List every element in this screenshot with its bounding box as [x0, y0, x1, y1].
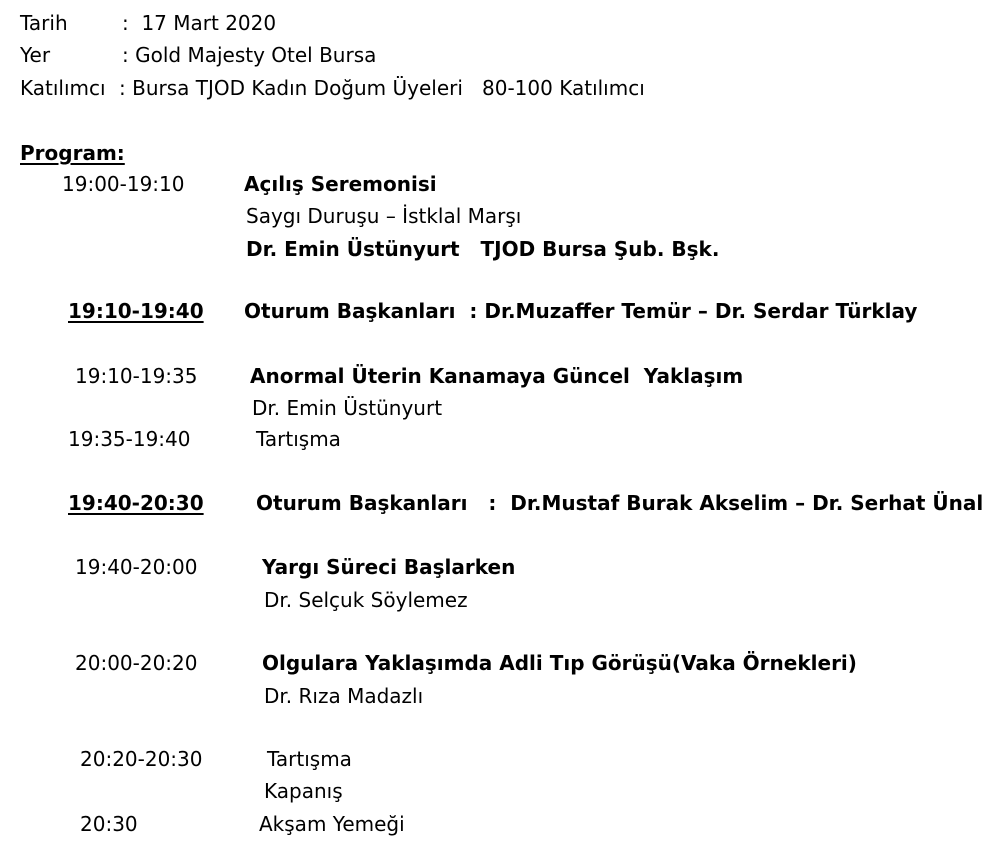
- session2-talk1-speaker: Dr. Selçuk Söylemez: [264, 588, 468, 612]
- participants-label: Katılımcı: [20, 76, 106, 100]
- session1-time: 19:10-19:40: [68, 299, 204, 323]
- session1-discussion-time: 19:35-19:40: [68, 427, 191, 451]
- opening-line2: Saygı Duruşu – İstklal Marşı: [246, 204, 522, 228]
- session1-talk-time: 19:10-19:35: [75, 364, 198, 388]
- participants-value: : Bursa TJOD Kadın Doğum Üyeleri 80-100 Katılımcı: [119, 76, 645, 100]
- session2-talk2-title: Olgulara Yaklaşımda Adli Tıp Görüşü(Vaka Örnekleri): [262, 651, 857, 675]
- closing-title: Kapanış: [264, 779, 343, 803]
- session2-talk2-time: 20:00-20:20: [75, 651, 198, 675]
- session1-talk-speaker: Dr. Emin Üstünyurt: [252, 396, 443, 420]
- session1-chairs: Oturum Başkanları : Dr.Muzaffer Temür – Dr. Serdar Türklay: [244, 299, 918, 323]
- venue-label: Yer: [20, 43, 51, 67]
- venue-value: : Gold Majesty Otel Bursa: [122, 43, 377, 67]
- opening-title: Açılış Seremonisi: [244, 172, 437, 196]
- session2-talk1-title: Yargı Süreci Başlarken: [262, 555, 516, 579]
- session2-talk1-time: 19:40-20:00: [75, 555, 198, 579]
- opening-line3: Dr. Emin Üstünyurt TJOD Bursa Şub. Bşk.: [246, 237, 720, 261]
- dinner-time: 20:30: [80, 812, 138, 836]
- session2-talk2-speaker: Dr. Rıza Madazlı: [264, 684, 424, 708]
- date-label: Tarih: [20, 11, 68, 35]
- session2-chairs: Oturum Başkanları : Dr.Mustaf Burak Akselim – Dr. Serhat Ünal: [256, 491, 984, 515]
- program-heading: Program:: [20, 141, 125, 165]
- dinner-title: Akşam Yemeği: [259, 812, 405, 836]
- session1-talk-title: Anormal Üterin Kanamaya Güncel Yaklaşım: [250, 364, 744, 388]
- session2-discussion-title: Tartışma: [267, 747, 352, 771]
- opening-time: 19:00-19:10: [62, 172, 185, 196]
- session2-time: 19:40-20:30: [68, 491, 204, 515]
- session2-discussion-time: 20:20-20:30: [80, 747, 203, 771]
- session1-discussion-title: Tartışma: [256, 427, 341, 451]
- date-value: : 17 Mart 2020: [122, 11, 277, 35]
